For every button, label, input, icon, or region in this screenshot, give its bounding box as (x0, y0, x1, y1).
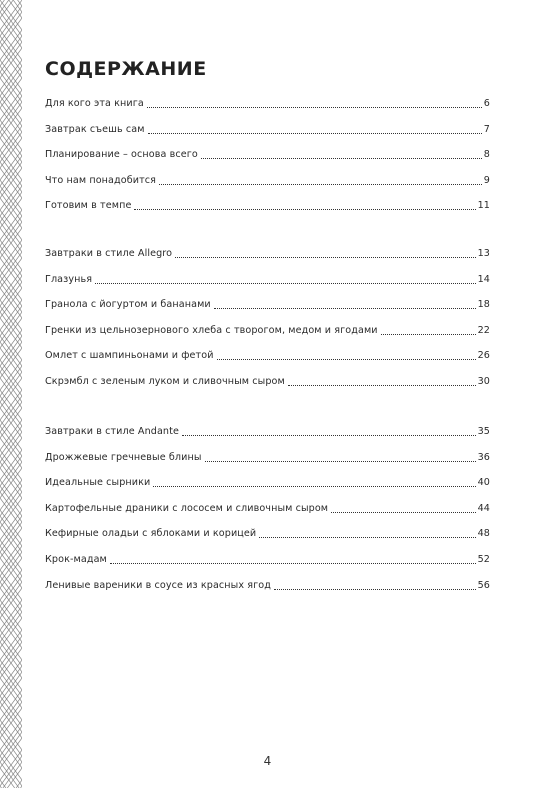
toc-entry-page: 8 (483, 149, 490, 161)
toc-section-2 (45, 244, 490, 388)
pattern-stroke (0, 390, 22, 420)
toc-entry-title: Ленивые вареники в соусе из красных ягод (45, 579, 271, 591)
pattern-stroke (0, 636, 22, 666)
pattern-stroke (0, 138, 22, 168)
toc-entry-title: Кефирные оладьи с яблоками и корицей (45, 528, 257, 540)
toc-entry[interactable] (45, 244, 490, 260)
toc-entry-page: 36 (477, 451, 490, 463)
toc-entry-title: Завтрак съешь сам (45, 123, 145, 135)
pattern-stroke (0, 672, 22, 702)
dot-leader (134, 209, 475, 210)
pattern-stroke (0, 696, 22, 726)
dot-leader (288, 385, 476, 386)
pattern-stroke (0, 186, 22, 216)
pattern-stroke (0, 480, 22, 510)
pattern-stroke (0, 78, 22, 108)
pattern-stroke (0, 408, 22, 438)
pattern-stroke (0, 306, 22, 336)
pattern-stroke (0, 582, 22, 612)
page-number: 4 (263, 754, 272, 768)
toc-entry[interactable] (45, 270, 490, 286)
toc-entry[interactable] (45, 448, 490, 464)
pattern-stroke (0, 12, 22, 42)
pattern-stroke (0, 330, 22, 360)
pattern-stroke (0, 558, 22, 588)
pattern-stroke (0, 660, 22, 690)
pattern-stroke (0, 90, 22, 120)
pattern-stroke (0, 600, 22, 630)
pattern-stroke (0, 528, 22, 558)
toc-entry-page: 26 (477, 350, 490, 362)
page-title: СОДЕРЖАНИЕ (45, 58, 207, 80)
pattern-stroke (0, 546, 22, 576)
pattern-stroke (0, 180, 22, 210)
toc-entry[interactable] (45, 94, 490, 110)
pattern-stroke (0, 450, 22, 480)
pattern-stroke (0, 348, 22, 378)
dot-leader (147, 107, 482, 108)
pattern-stroke (0, 726, 22, 756)
pattern-stroke (0, 36, 22, 66)
pattern-stroke (0, 618, 22, 648)
toc-entry-page: 13 (477, 248, 490, 259)
pattern-stroke (0, 402, 22, 432)
pattern-stroke (0, 18, 22, 48)
pattern-stroke (0, 720, 22, 750)
toc-entry-title: Дрожжевые гречневые блины (45, 451, 202, 463)
pattern-stroke (0, 210, 22, 240)
toc-entry-title: Идеальные сырники (45, 477, 151, 489)
toc-entry[interactable] (45, 171, 490, 187)
toc-entry-title: Планирование – основа всего (45, 149, 198, 161)
pattern-stroke (0, 336, 22, 366)
pattern-stroke (0, 426, 22, 456)
pattern-stroke (0, 552, 22, 582)
pattern-stroke (0, 318, 22, 348)
toc-entry-title: Крок-мадам (45, 553, 107, 565)
pattern-stroke (0, 198, 22, 228)
pattern-stroke (0, 630, 22, 660)
pattern-stroke (0, 690, 22, 720)
pattern-stroke (0, 708, 22, 738)
pattern-stroke (0, 606, 22, 636)
dot-leader (217, 359, 476, 360)
toc-entry-page: 6 (483, 98, 490, 109)
pattern-stroke (0, 462, 22, 492)
pattern-stroke (0, 72, 22, 102)
toc-section-3 (45, 422, 490, 592)
pattern-stroke (0, 702, 22, 732)
dot-leader (205, 461, 476, 462)
pattern-stroke (0, 648, 22, 678)
dot-leader (259, 537, 475, 538)
pattern-stroke (0, 168, 22, 198)
pattern-stroke (0, 102, 22, 132)
toc-entry-title: Готовим в темпе (45, 200, 132, 212)
toc-entry[interactable] (45, 499, 490, 515)
pattern-stroke (0, 420, 22, 450)
pattern-stroke (0, 612, 22, 642)
pattern-stroke (0, 570, 22, 600)
pattern-stroke (0, 240, 22, 270)
toc-entry-title: Гренки из цельнозернового хлеба с творогом, медом и ягодами (45, 324, 378, 336)
toc-entry-page: 22 (477, 324, 490, 336)
pattern-stroke (0, 30, 22, 60)
pattern-stroke (0, 150, 22, 180)
toc-entry-page: 40 (477, 477, 490, 489)
pattern-stroke (0, 666, 22, 696)
pattern-stroke (0, 300, 22, 330)
toc-entry-title: Завтраки в стиле Andante (45, 426, 179, 437)
pattern-stroke (0, 456, 22, 486)
pattern-stroke (0, 372, 22, 402)
pattern-stroke (0, 378, 22, 408)
toc-entry-page: 14 (477, 273, 490, 285)
dot-leader (274, 589, 476, 590)
pattern-stroke (0, 270, 22, 300)
pattern-stroke (0, 276, 22, 306)
pattern-stroke (0, 216, 22, 246)
toc-entry-page: 48 (477, 528, 490, 540)
pattern-stroke (0, 282, 22, 312)
toc-entry-title: Для кого эта книга (45, 98, 144, 109)
pattern-stroke (0, 132, 22, 162)
toc-entry-page: 52 (477, 553, 490, 565)
dot-leader (153, 486, 475, 487)
pattern-stroke (0, 60, 22, 90)
pattern-stroke (0, 258, 22, 288)
toc-entry[interactable] (45, 473, 490, 489)
pattern-stroke (0, 642, 22, 672)
pattern-stroke (0, 486, 22, 516)
pattern-stroke (0, 510, 22, 540)
dot-leader (159, 184, 482, 185)
pattern-stroke (0, 360, 22, 390)
toc-entry-title: Омлет с шампиньонами и фетой (45, 350, 214, 362)
pattern-stroke (0, 312, 22, 342)
toc-entry[interactable] (45, 372, 490, 388)
toc-entry[interactable] (45, 576, 490, 592)
toc-entry-title: Завтраки в стиле Allegro (45, 248, 173, 259)
pattern-stroke (0, 516, 22, 546)
pattern-stroke (0, 228, 22, 258)
pattern-stroke (0, 588, 22, 618)
pattern-stroke (0, 6, 22, 36)
dot-leader (148, 133, 482, 134)
pattern-stroke (0, 96, 22, 126)
pattern-stroke (0, 498, 22, 528)
pattern-stroke (0, 156, 22, 186)
toc-entry[interactable] (45, 295, 490, 311)
toc-entry-title: Картофельные драники с лососем и сливочным сыром (45, 502, 329, 514)
dot-leader (214, 308, 476, 309)
toc-entry[interactable] (45, 321, 490, 337)
toc-entry[interactable] (45, 196, 490, 212)
toc-entry-page: 18 (477, 299, 490, 311)
pattern-stroke (0, 396, 22, 426)
pattern-stroke (0, 48, 22, 78)
pattern-stroke (0, 288, 22, 318)
pattern-stroke (0, 576, 22, 606)
pattern-stroke (0, 192, 22, 222)
toc-entry-title: Что нам понадобится (45, 174, 157, 186)
toc-entry[interactable] (45, 550, 490, 566)
toc-entry-title: Гранола с йогуртом и бананами (45, 299, 211, 311)
pattern-stroke (0, 438, 22, 468)
toc-entry[interactable] (45, 346, 490, 362)
toc-entry-page: 11 (477, 200, 490, 212)
toc-entry-title: Глазунья (45, 273, 93, 285)
pattern-stroke (0, 120, 22, 150)
dot-leader (201, 158, 482, 159)
pattern-stroke (0, 678, 22, 708)
toc-entry[interactable] (45, 120, 490, 136)
dot-leader (331, 512, 475, 513)
toc-entry-page: 7 (483, 123, 490, 135)
pattern-stroke (0, 432, 22, 462)
dot-leader (110, 563, 476, 564)
dot-leader (95, 283, 475, 284)
toc-entry[interactable] (45, 524, 490, 540)
toc-entry-page: 9 (483, 174, 490, 186)
pattern-stroke (0, 162, 22, 192)
toc-section-1 (45, 94, 490, 212)
pattern-stroke (0, 42, 22, 72)
pattern-stroke (0, 0, 22, 30)
dot-leader (381, 334, 476, 335)
pattern-stroke (0, 222, 22, 252)
toc-entry-page: 44 (477, 502, 490, 514)
pattern-stroke (0, 492, 22, 522)
pattern-stroke (0, 66, 22, 96)
toc-entry-page: 30 (477, 375, 490, 387)
pattern-stroke (0, 540, 22, 570)
pattern-stroke (0, 522, 22, 552)
toc-entry-page: 35 (477, 426, 490, 437)
decorative-border-pattern (0, 0, 22, 788)
toc-entry-page: 56 (477, 579, 490, 591)
dot-leader (175, 257, 475, 258)
dot-leader (182, 435, 476, 436)
pattern-stroke (0, 126, 22, 156)
pattern-stroke (0, 468, 22, 498)
toc-entry-title: Скрэмбл с зеленым луком и сливочным сыром (45, 375, 285, 387)
pattern-stroke (0, 246, 22, 276)
pattern-stroke (0, 252, 22, 282)
toc-entry[interactable] (45, 422, 490, 438)
pattern-stroke (0, 366, 22, 396)
toc-entry[interactable] (45, 145, 490, 161)
pattern-stroke (0, 342, 22, 372)
pattern-stroke (0, 108, 22, 138)
